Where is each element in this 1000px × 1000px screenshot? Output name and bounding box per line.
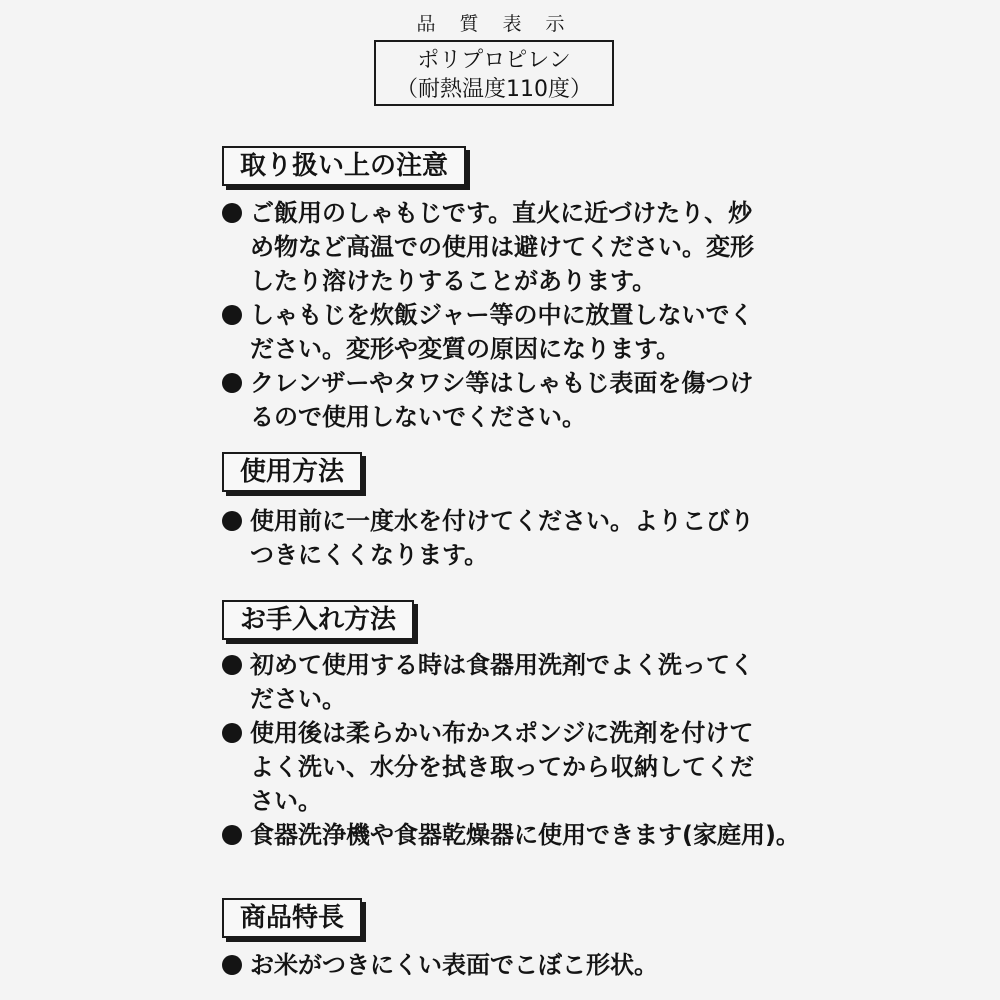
care-method-list bbox=[222, 648, 822, 852]
heat-resistance-text: （耐熱温度110度） bbox=[396, 77, 592, 102]
list-item: 初めて使用する時は食器用洗剤でよく洗ってく ださい。 bbox=[222, 648, 822, 716]
list-item: しゃもじを炊飯ジャー等の中に放置しないでく ださい。変形や変質の原因になります。 bbox=[222, 298, 822, 366]
bullet-icon bbox=[222, 511, 242, 531]
bullet-icon bbox=[222, 825, 242, 845]
quality-label-title: 品 質 表 示 bbox=[416, 13, 574, 35]
heading-care-method: お手入れ方法 bbox=[222, 600, 414, 640]
product-features-list bbox=[222, 948, 822, 982]
bullet-icon bbox=[222, 655, 242, 675]
bullet-icon bbox=[222, 723, 242, 743]
bullet-icon bbox=[222, 203, 242, 223]
list-item: クレンザーやタワシ等はしゃもじ表面を傷つけ るので使用しないでください。 bbox=[222, 366, 822, 434]
material-text: ポリプロピレン bbox=[417, 48, 571, 73]
bullet-icon bbox=[222, 305, 242, 325]
handling-precautions-list bbox=[222, 196, 822, 434]
list-item: 食器洗浄機や食器乾燥器に使用できます(家庭用)。 bbox=[222, 818, 822, 852]
list-item: 使用後は柔らかい布かスポンジに洗剤を付けて よく洗い、水分を拭き取ってから収納してくだ さい。 bbox=[222, 716, 822, 818]
usage-method-list bbox=[222, 504, 822, 572]
list-item: ご飯用のしゃもじです。直火に近づけたり、炒 め物など高温での使用は避けてください。変形 したり溶けたりすることがあります。 bbox=[222, 196, 822, 298]
heading-usage-method: 使用方法 bbox=[222, 452, 362, 492]
heading-product-features: 商品特長 bbox=[222, 898, 362, 938]
heading-handling-precautions: 取り扱い上の注意 bbox=[222, 146, 466, 186]
quality-label-box bbox=[374, 40, 614, 106]
list-item: お米がつきにくい表面でこぼこ形状。 bbox=[222, 948, 822, 982]
list-item: 使用前に一度水を付けてください。よりこびり つきにくくなります。 bbox=[222, 504, 822, 572]
bullet-icon bbox=[222, 955, 242, 975]
bullet-icon bbox=[222, 373, 242, 393]
